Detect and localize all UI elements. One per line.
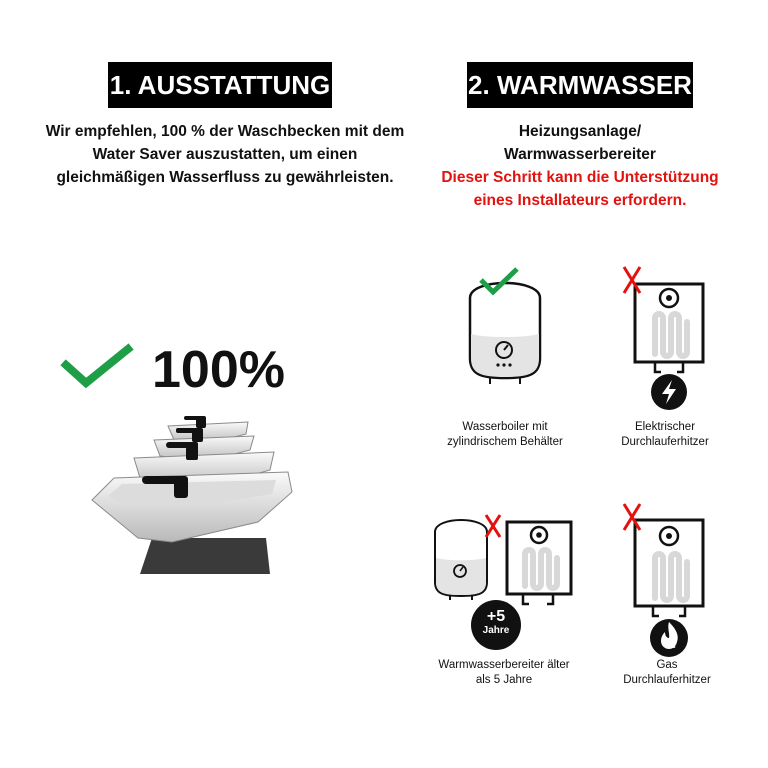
warmwasser-subtitle: Heizungsanlage/ Warmwasserbereiter — [504, 123, 656, 163]
caption-old-boiler: Warmwasserbereiter älter als 5 Jahre — [438, 659, 570, 686]
caption-electric-heater: Elektrischer Durchlauferhitzer — [621, 421, 709, 448]
ausstattung-description: Wir empfehlen, 100 % der Waschbecken mit dem Water Saver auszustatten, um einen gleichmäßigen Wasserfluss zu gewährleisten. — [45, 123, 405, 186]
washbasins-illustration — [88, 410, 298, 576]
sink-1 — [92, 472, 292, 542]
section-title-warmwasser: 2. WARMWASSER — [467, 62, 693, 108]
section-title-ausstattung: 1. AUSSTATTUNG — [108, 62, 332, 108]
warmwasser-description — [410, 120, 750, 212]
check-icon — [478, 266, 520, 298]
electric-heater-icon — [633, 282, 707, 412]
installer-warning: Dieser Schritt kann die Unterstützung eines Installateurs erfordern. — [441, 169, 719, 209]
caption-boiler: Wasserboiler mit zylindrischem Behälter — [447, 421, 563, 448]
age-badge-unit: Jahre — [482, 625, 510, 636]
x-mark-icon — [484, 513, 502, 539]
percent-label: 100% — [152, 341, 285, 399]
old-heater-icon — [505, 520, 573, 608]
age-badge — [471, 600, 521, 650]
age-badge-number: +5 — [486, 608, 506, 625]
check-icon — [62, 345, 132, 389]
x-mark-icon — [622, 265, 642, 295]
x-mark-icon — [622, 502, 642, 532]
old-boiler-icon — [432, 518, 490, 600]
gas-label: GAS — [664, 644, 676, 650]
gas-heater-icon — [633, 518, 707, 660]
caption-gas-heater: Gas Durchlauferhitzer — [623, 659, 711, 686]
